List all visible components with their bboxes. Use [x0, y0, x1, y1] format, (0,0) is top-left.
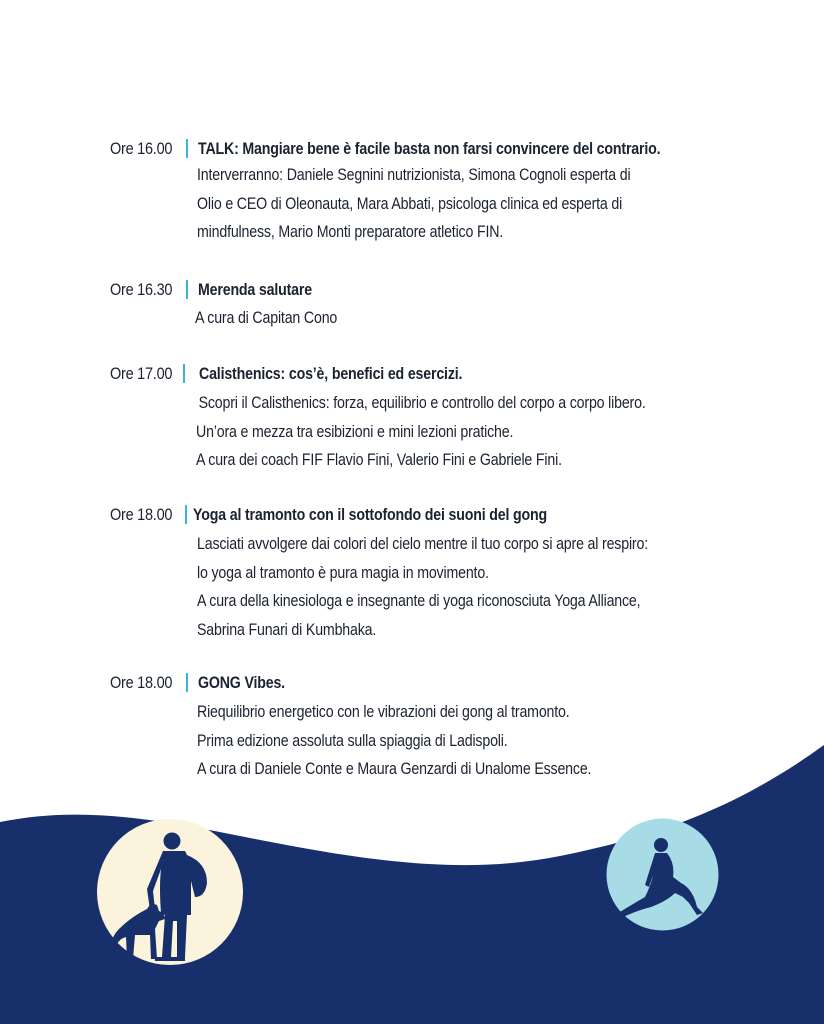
event-time: Ore 17.00 [110, 365, 173, 383]
event-time: Ore 16.30 [110, 281, 173, 299]
event-description [197, 698, 591, 784]
description-line: Olio e CEO di Oleonauta, Mara Abbati, psicologa clinica ed esperta di [197, 194, 623, 213]
description-line: Prima edizione assoluta sulla spiaggia di Ladispoli. [197, 731, 508, 750]
description-line: A cura della kinesiologa e insegnante di yoga riconosciuta Yoga Alliance, [197, 592, 641, 611]
description-line: Sabrina Funari di Kumbhaka. [197, 620, 377, 639]
event-title: GONG Vibes. [198, 674, 285, 692]
event-description [195, 304, 337, 333]
description-line: Un’ora e mezza tra esibizioni e mini lezioni pratiche. [196, 422, 514, 441]
description-line: mindfulness, Mario Monti preparatore atletico FIN. [197, 223, 504, 242]
separator-bar [185, 505, 187, 524]
event-time: Ore 16.00 [110, 140, 173, 158]
description-line: Scopri il Calisthenics: forza, equilibrio e controllo del corpo a corpo libero. [198, 394, 646, 412]
event-time: Ore 18.00 [110, 674, 173, 692]
description-line: Interverranno: Daniele Segnini nutrizionista, Simona Cognoli esperta di [197, 166, 631, 184]
description-line: lo yoga al tramonto è pura magia in movimento. [197, 563, 489, 582]
event-title: Merenda salutare [198, 281, 312, 299]
separator-bar [186, 139, 188, 158]
separator-bar [183, 364, 185, 383]
separator-bar [186, 280, 188, 299]
description-line: A cura di Capitan Cono [195, 309, 338, 327]
hiker-with-dog-icon [95, 817, 245, 967]
description-line: Riequilibrio energetico con le vibrazioni dei gong al tramonto. [197, 703, 570, 721]
event-description [197, 530, 648, 644]
event-description [196, 389, 646, 475]
yoga-stretch-icon [605, 817, 720, 932]
description-line: A cura di Daniele Conte e Maura Genzardi di Unalome Essence. [197, 760, 592, 779]
description-line: A cura dei coach FIF Flavio Fini, Valerio Fini e Gabriele Fini. [196, 451, 562, 470]
event-title: Yoga al tramonto con il sottofondo dei suoni del gong [193, 506, 548, 524]
event-time: Ore 18.00 [110, 506, 173, 524]
description-line: Lasciati avvolgere dai colori del cielo mentre il tuo corpo si apre al respiro: [197, 535, 648, 553]
event-description [197, 161, 630, 247]
separator-bar [186, 673, 188, 692]
event-title: Calisthenics: cos’è, benefici ed esercizi. [199, 365, 463, 383]
event-title: TALK: Mangiare bene è facile basta non farsi convincere del contrario. [198, 140, 661, 158]
